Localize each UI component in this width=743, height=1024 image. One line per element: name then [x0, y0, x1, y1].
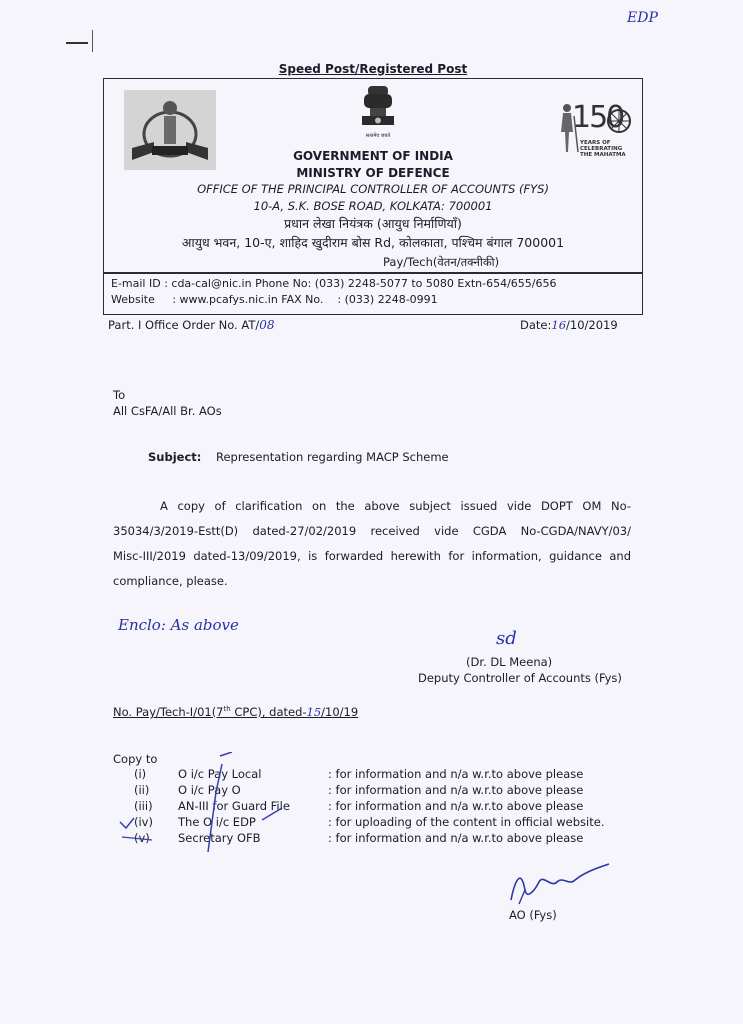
signatory-designation: Deputy Controller of Accounts (Fys) — [418, 671, 622, 685]
govt-of-india: GOVERNMENT OF INDIA — [293, 149, 453, 163]
margin-mark — [92, 30, 93, 52]
enclosure-note: Enclo: As above — [118, 616, 239, 634]
hindi-address: आयुध भवन, 10-ए, शाहिद खुदीराम बोस Rd, कोलकाता, पश्चिम बंगाल 700001 — [181, 235, 565, 250]
margin-mark — [66, 42, 88, 44]
reference-number: No. Pay/Tech-I/01(7th CPC), dated-15/10/19 — [113, 705, 359, 719]
body-line: A copy of clarification on the above subject issued vide DOPT OM No- — [160, 499, 631, 513]
letterhead-divider — [103, 272, 643, 274]
contact-email-phone: E-mail ID : cda-cal@nic.in Phone No: (033) 2248-5077 to 5080 Extn-654/655/656 — [111, 277, 557, 290]
body-line: 35034/3/2019-Estt(D) dated-27/02/2019 received vide CGDA No-CGDA/NAVY/03/ — [113, 524, 631, 538]
office-name: OFFICE OF THE PRINCIPAL CONTROLLER OF ACCOUNTS (FYS) — [197, 182, 549, 196]
emblem-motto: सत्यमेव जयते — [365, 133, 391, 139]
sd-signature: sd — [496, 628, 517, 649]
ministry-of-defence: MINISTRY OF DEFENCE — [296, 166, 450, 180]
contact-website-fax: Website : www.pcafys.nic.in FAX No. : (033) 2248-0991 — [111, 293, 438, 306]
ao-designation: AO (Fys) — [509, 908, 557, 922]
section-pay-tech: Pay/Tech(वेतन/तक्नीकी) — [383, 255, 500, 269]
to-label: To — [113, 388, 126, 402]
subject-line: Subject: Representation regarding MACP Scheme — [148, 450, 449, 464]
office-address: 10-A, S.K. BOSE ROAD, KOLKATA: 700001 — [253, 199, 493, 213]
pen-markings — [112, 752, 292, 862]
national-emblem — [356, 82, 400, 142]
body-line: compliance, please. — [113, 574, 228, 588]
signatory-name: (Dr. DL Meena) — [466, 655, 553, 669]
annotation-edp: EDP — [627, 10, 658, 26]
copy-to-title: Copy to — [113, 752, 158, 766]
order-date: Date:16/10/2019 — [520, 318, 618, 332]
ao-signature — [505, 860, 615, 910]
gandhi-caption: YEARS OF CELEBRATING THE MAHATMA — [580, 140, 626, 158]
office-order-number: Part. I Office Order No. AT/08 — [108, 318, 275, 332]
body-line: Misc-III/2019 dated-13/09/2019, is forwarded herewith for information, guidance and — [113, 549, 631, 563]
hindi-office-name: प्रधान लेखा नियंत्रक (आयुध निर्माणियाँ) — [284, 216, 462, 231]
speed-post-heading: Speed Post/Registered Post — [278, 62, 468, 76]
gandhi-150-number: 150 — [572, 100, 624, 135]
to-recipients: All CsFA/All Br. AOs — [113, 404, 222, 418]
